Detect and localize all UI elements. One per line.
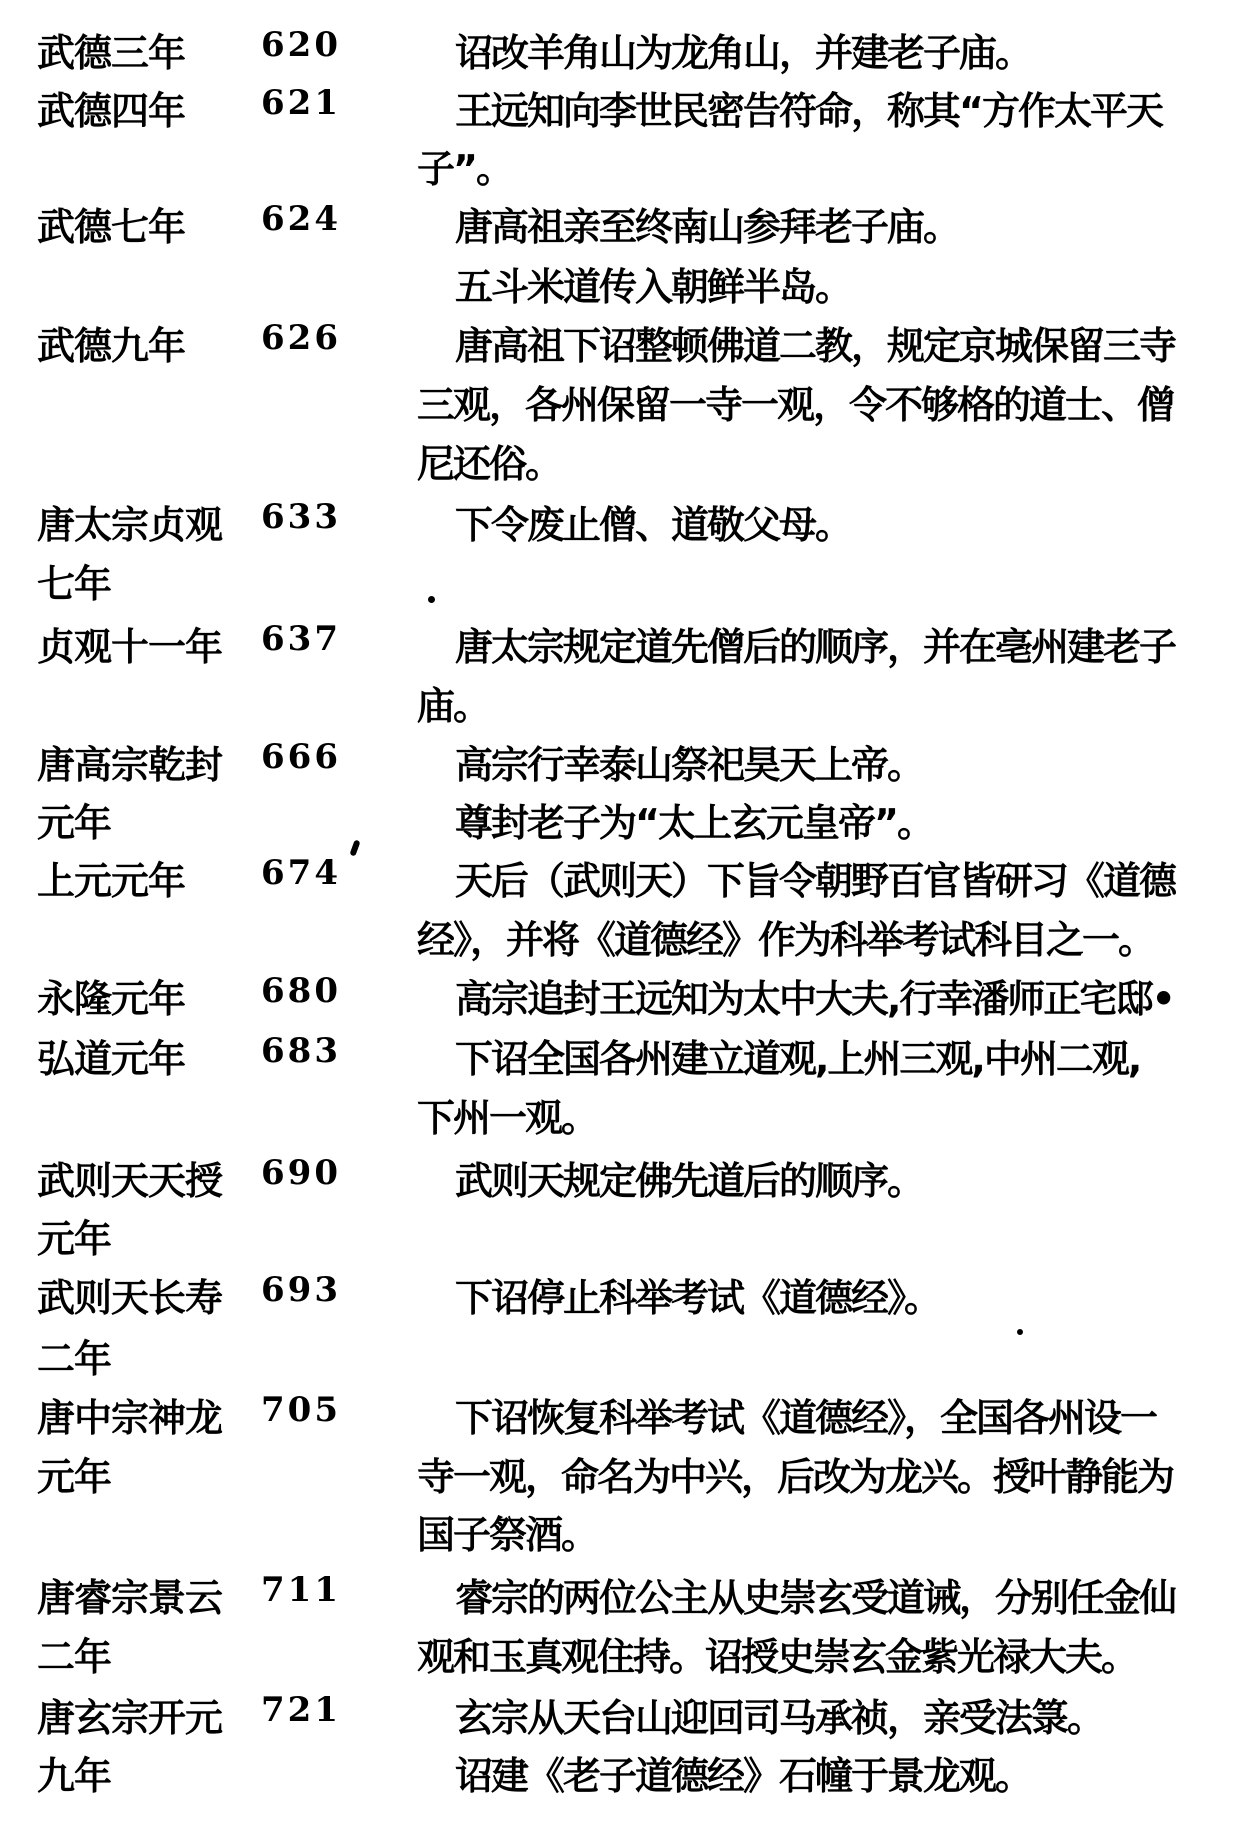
timeline-row: [0, 1504, 1257, 1556]
era-cell: 二年: [37, 1337, 112, 1381]
year-cell: 626: [261, 318, 341, 358]
era-cell: 唐玄宗开元: [37, 1696, 223, 1740]
timeline-row: [0, 80, 1257, 132]
timeline-row: [0, 792, 1257, 844]
year-cell: 690: [261, 1153, 341, 1193]
timeline-row: [0, 256, 1257, 308]
era-cell: 唐睿宗景云: [37, 1576, 223, 1620]
era-cell: 武则天长寿: [37, 1276, 223, 1320]
event-text: 下令废止僧、道敬父母。: [455, 503, 852, 547]
timeline-row: [0, 1626, 1257, 1678]
event-text: 子”。: [417, 147, 512, 191]
year-cell: 711: [261, 1570, 341, 1610]
era-cell: 元年: [37, 1455, 112, 1499]
era-cell: 武德四年: [37, 89, 186, 133]
event-text: 唐高祖下诏整顿佛道二教，规定京城保留三寺: [455, 324, 1176, 368]
event-text: 尊封老子为“太上玄元皇帝”。: [455, 801, 933, 845]
era-cell: 武德七年: [37, 205, 186, 249]
event-text: 三观，各州保留一寺一观，令不够格的道士、僧: [417, 383, 1174, 427]
era-cell: 武德九年: [37, 324, 186, 368]
timeline-row: [0, 138, 1257, 190]
timeline-row: [0, 734, 1257, 786]
event-text: 唐高祖亲至终南山参拜老子庙。: [455, 205, 960, 249]
ink-speck: [1017, 1329, 1023, 1335]
timeline-row: [0, 196, 1257, 248]
era-cell: 元年: [37, 801, 112, 845]
event-text: 下诏停止科举考试《道德经》。: [455, 1276, 941, 1320]
event-text: 观和玉真观住持。诏授史崇玄金紫光禄大夫。: [417, 1635, 1138, 1679]
timeline-row: [0, 22, 1257, 74]
event-text: 王远知向李世民密告符命，称其“方作太平天: [455, 89, 1162, 133]
year-cell: 721: [261, 1690, 341, 1730]
timeline-row: [0, 315, 1257, 367]
era-cell: 武德三年: [37, 31, 186, 75]
event-text: 庙。: [417, 684, 490, 728]
timeline-row: [0, 1028, 1257, 1080]
era-cell: 上元元年: [37, 859, 186, 903]
year-cell: 680: [261, 971, 341, 1011]
timeline-row: [0, 675, 1257, 727]
era-cell: 唐高宗乾封: [37, 743, 223, 787]
event-text: 寺一观，命名为中兴，后改为龙兴。授叶静能为: [417, 1455, 1174, 1499]
year-cell: 705: [261, 1390, 341, 1430]
era-cell: 九年: [37, 1754, 112, 1798]
timeline-row: [0, 909, 1257, 961]
era-cell: 武则天天授: [37, 1159, 223, 1203]
era-cell: 唐中宗神龙: [37, 1396, 223, 1440]
timeline-row: [0, 1446, 1257, 1498]
year-cell: 620: [261, 25, 341, 65]
event-text: 武则天规定佛先道后的顺序。: [455, 1159, 924, 1203]
era-cell: 七年: [37, 562, 112, 606]
event-text: 经》，并将《道德经》作为科举考试科目之一。: [417, 918, 1155, 962]
year-cell: 637: [261, 619, 341, 659]
year-cell: 621: [261, 83, 341, 123]
event-text: 国子祭酒。: [417, 1513, 598, 1557]
event-text: 高宗追封王远知为太中大夫,行幸潘师正宅邸•: [455, 977, 1174, 1021]
year-cell: 624: [261, 199, 341, 239]
year-cell: 674: [261, 853, 341, 893]
year-cell: 693: [261, 1270, 341, 1310]
timeline-row: [0, 1267, 1257, 1319]
timeline-row: [0, 1328, 1257, 1380]
timeline-row: [0, 616, 1257, 668]
timeline-row: [0, 850, 1257, 902]
event-text: 下诏恢复科举考试《道德经》，全国各州设一: [455, 1396, 1157, 1440]
era-cell: 元年: [37, 1217, 112, 1261]
ink-speck: [428, 596, 435, 603]
event-text: 尼还俗。: [417, 442, 562, 486]
timeline-row: [0, 1150, 1257, 1202]
era-cell: 永隆元年: [37, 977, 186, 1021]
era-cell: 弘道元年: [37, 1037, 186, 1081]
event-text: 睿宗的两位公主从史崇玄受道诫，分别任金仙: [455, 1576, 1176, 1620]
event-text: 天后（武则天）下旨令朝野百官皆研习《道德: [455, 859, 1176, 903]
event-text: 唐太宗规定道先僧后的顺序，并在亳州建老子: [455, 625, 1176, 669]
event-text: 诏改羊角山为龙角山，并建老子庙。: [455, 31, 1032, 75]
event-text: 玄宗从天台山迎回司马承祯，亲受法箓。: [455, 1696, 1104, 1740]
era-cell: 贞观十一年: [37, 625, 223, 669]
event-text: 高宗行幸泰山祭祀昊天上帝。: [455, 743, 924, 787]
event-text: 五斗米道传入朝鲜半岛。: [455, 265, 852, 309]
timeline-row: [0, 1087, 1257, 1139]
timeline-row: [0, 1687, 1257, 1739]
era-cell: 二年: [37, 1635, 112, 1679]
timeline-row: [0, 553, 1257, 605]
event-text: 下州一观。: [417, 1096, 598, 1140]
timeline-row: [0, 494, 1257, 546]
event-text: 诏建《老子道德经》石幢于景龙观。: [455, 1754, 1032, 1798]
year-cell: 633: [261, 497, 341, 537]
timeline-row: [0, 1208, 1257, 1260]
year-cell: 683: [261, 1031, 341, 1071]
timeline-row: [0, 374, 1257, 426]
year-cell: 666: [261, 737, 341, 777]
timeline-row: [0, 1567, 1257, 1619]
timeline-row: [0, 1745, 1257, 1797]
timeline-row: [0, 1387, 1257, 1439]
era-cell: 唐太宗贞观: [37, 503, 223, 547]
event-text: 下诏全国各州建立道观,上州三观,中州二观,: [455, 1037, 1141, 1081]
timeline-row: [0, 433, 1257, 485]
timeline-row: [0, 968, 1257, 1020]
